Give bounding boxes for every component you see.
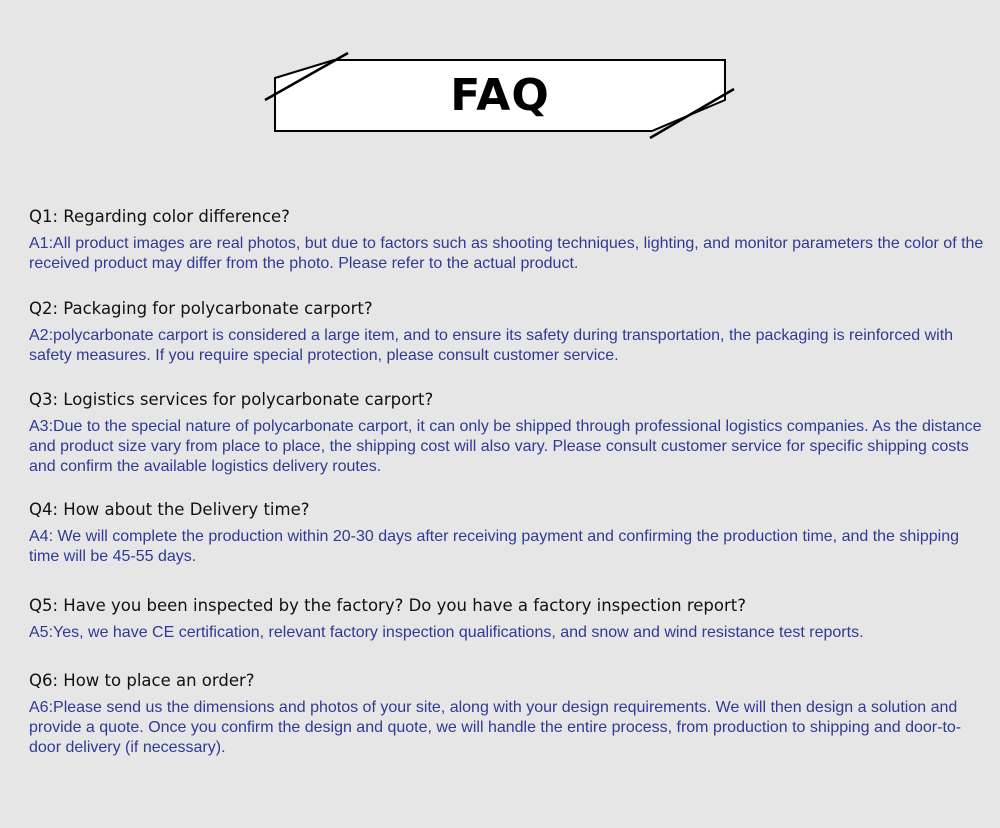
faq-answer-3: A3:Due to the special nature of polycarbonate carport, it can only be shipped through professional logistics companies. As the distance and product size vary from place to place, the shipping cost will also vary. Please consult customer service for specific shipping costs and confirm the available logistics delivery routes. — [29, 418, 982, 475]
faq-item-1 — [29, 206, 989, 274]
faq-item-2 — [29, 298, 989, 366]
page-title: FAQ — [450, 69, 550, 121]
faq-answer-1: A1:All product images are real photos, but due to factors such as shooting techniques, lighting, and monitor parameters the color of the received product may differ from the photo. Please refer to the actual product. — [29, 235, 984, 272]
faq-answer-6: A6:Please send us the dimensions and photos of your site, along with your design requirements. We will then design a solution and provide a quote. Once you confirm the design and quote, we will handle the entire process, from production to shipping and door-to-door delivery (if necessary). — [29, 699, 962, 756]
faq-item-6 — [29, 670, 989, 758]
faq-header-banner — [262, 50, 738, 142]
faq-answer-4: A4: We will complete the production within 20-30 days after receiving payment and confirming the production time, and the shipping time will be 45-55 days. — [29, 528, 959, 565]
faq-question-4: Q4: How about the Delivery time? — [29, 500, 310, 519]
faq-item-3 — [29, 389, 989, 477]
faq-question-3: Q3: Logistics services for polycarbonate carport? — [29, 390, 434, 409]
faq-question-5: Q5: Have you been inspected by the factory? Do you have a factory inspection report? — [29, 596, 746, 615]
faq-question-2: Q2: Packaging for polycarbonate carport? — [29, 299, 373, 318]
faq-answer-5: A5:Yes, we have CE certification, relevant factory inspection qualifications, and snow and wind resistance test reports. — [29, 624, 864, 641]
faq-item-5 — [29, 595, 989, 643]
faq-question-1: Q1: Regarding color difference? — [29, 207, 290, 226]
faq-item-4 — [29, 499, 989, 567]
faq-answer-2: A2:polycarbonate carport is considered a large item, and to ensure its safety during transportation, the packaging is reinforced with safety measures. If you require special protection, please consult customer service. — [29, 327, 954, 364]
faq-question-6: Q6: How to place an order? — [29, 671, 255, 690]
